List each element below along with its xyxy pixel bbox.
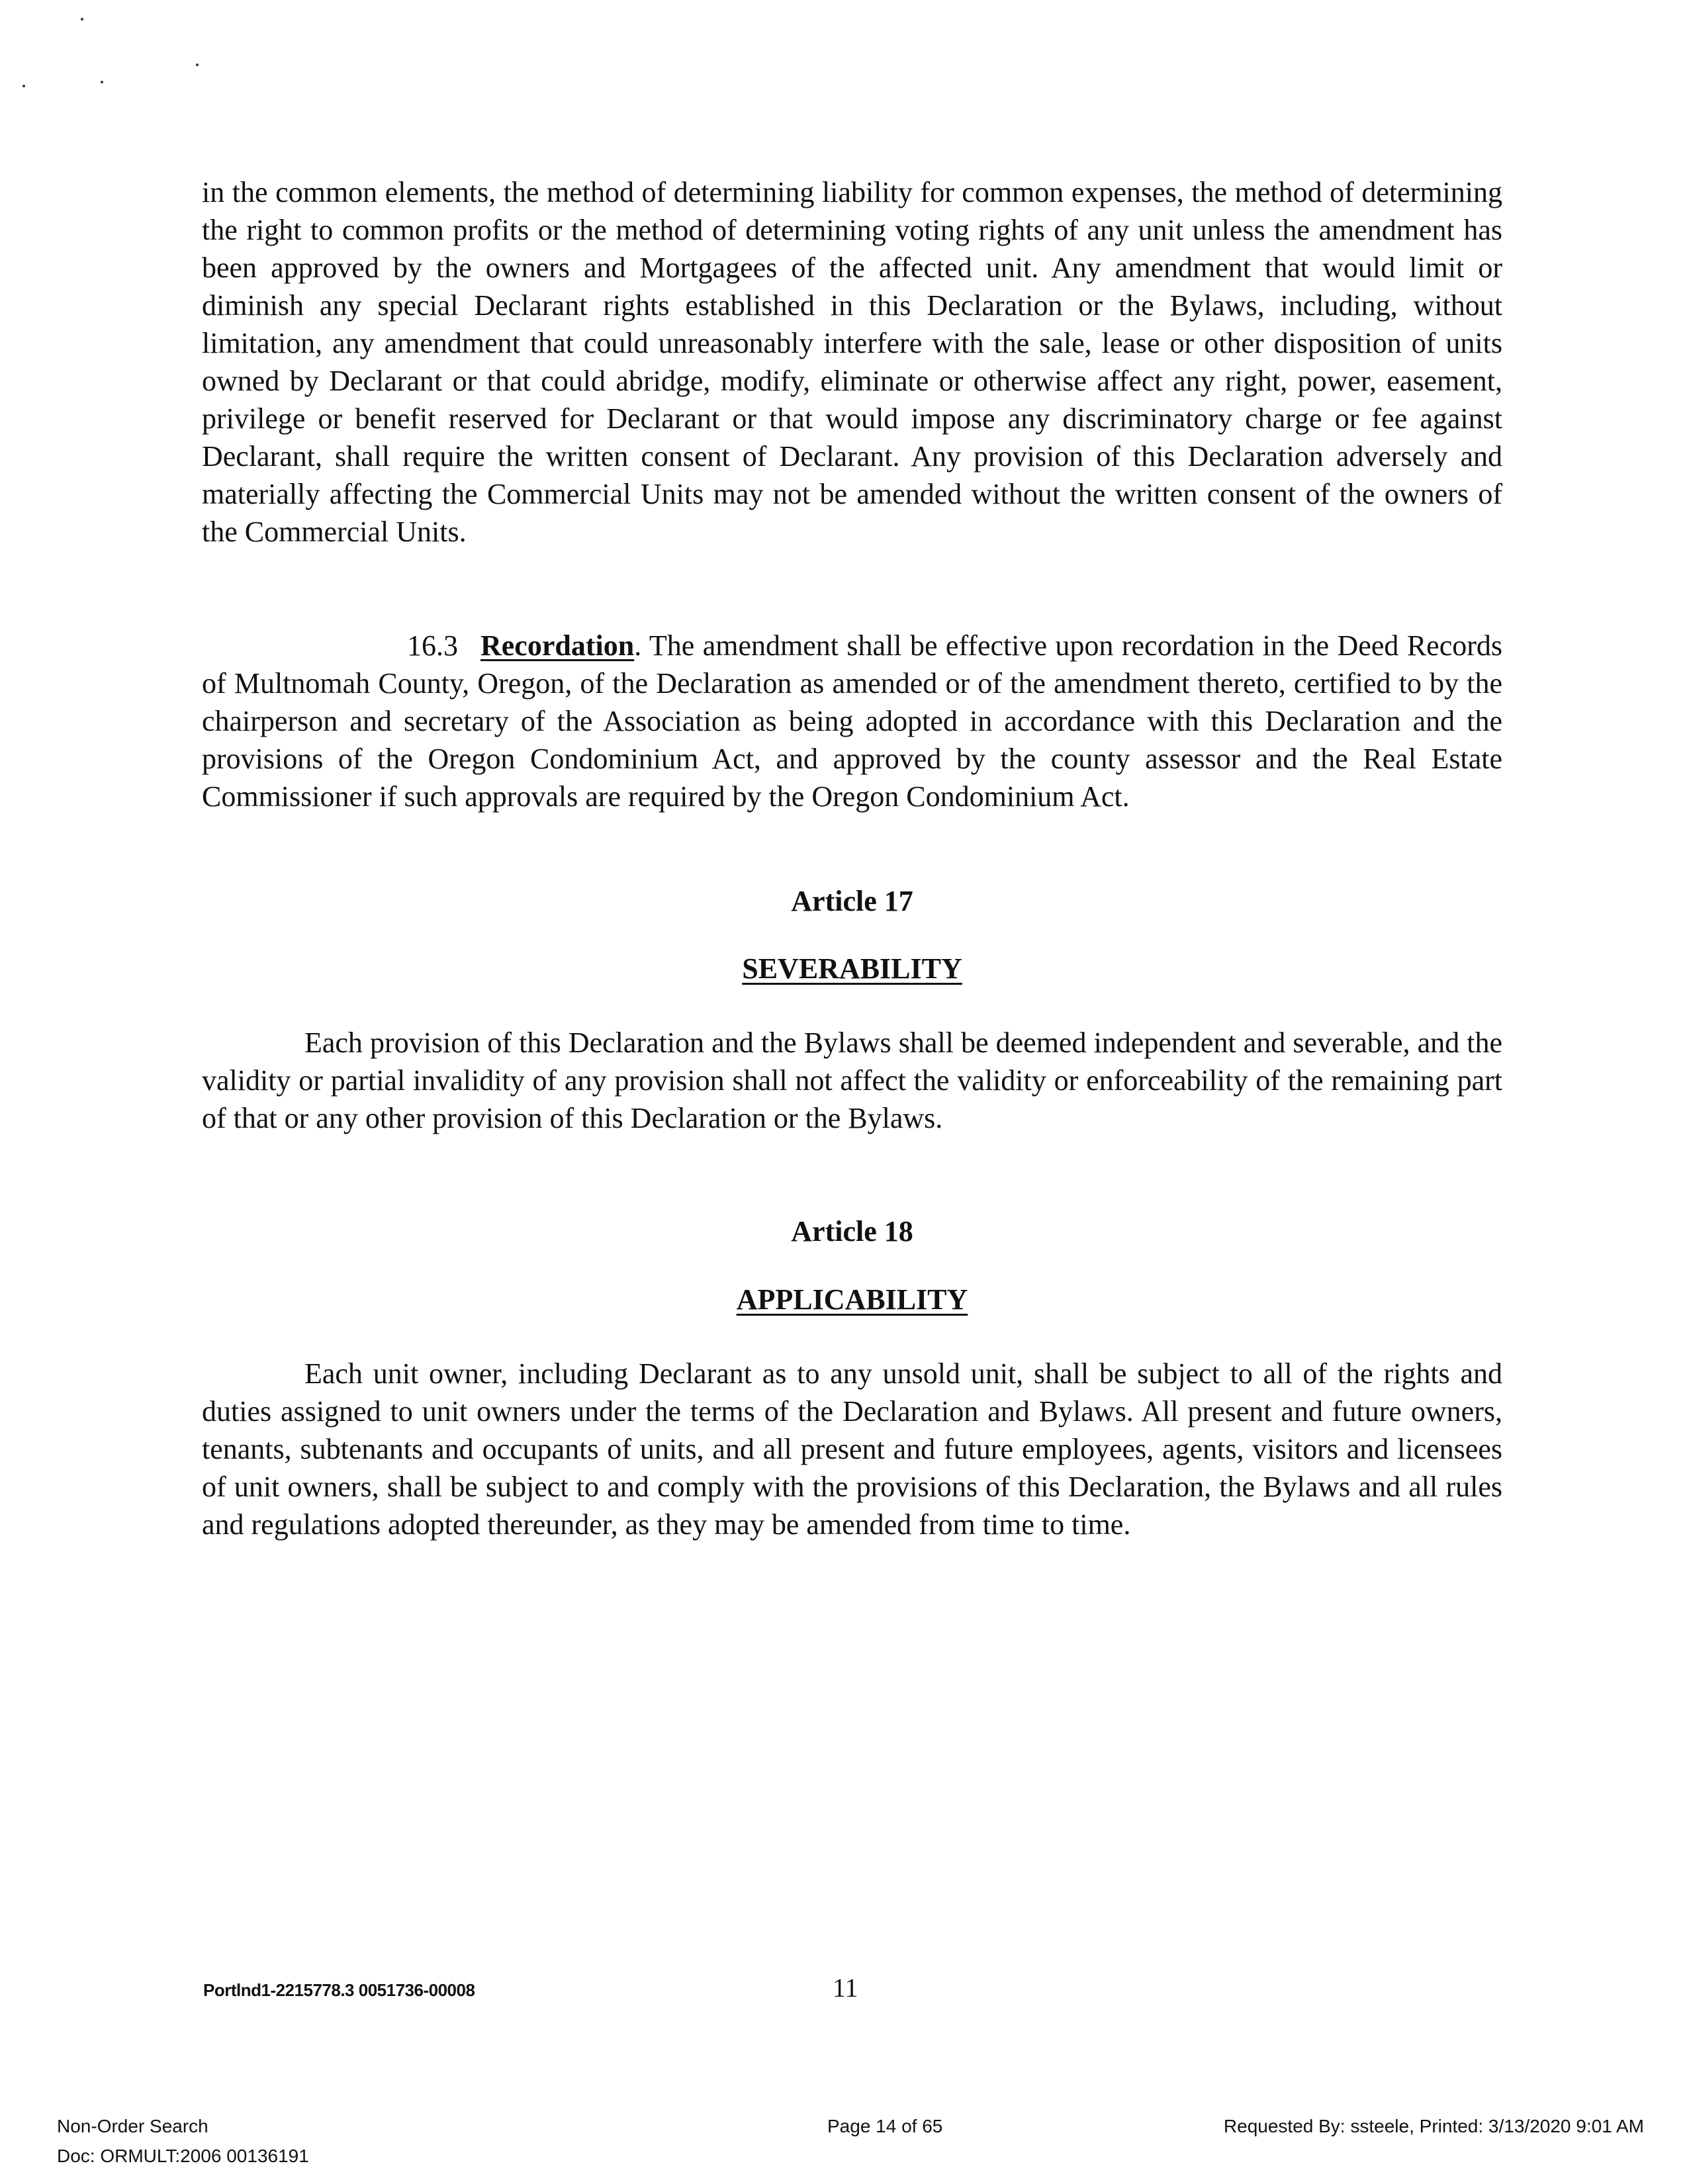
section-title: Recordation — [480, 629, 635, 662]
paragraph-text: in the common elements, the method of determining liability for common expenses, the method of determining the right to common profits or the method of determining voting rights of any unit unless the amendment has been approved by the owners and Mortgagees of the affected unit. Any amendment that would limit or diminish any special Declarant rights established in this Declaration or the Bylaws, including, without limitation, any amendment that could unreasonably interfere with the sale, lease or other disposition of units owned by Declarant or that could abridge, modify, eliminate or otherwise affect any right, power, easement, privilege or benefit reserved for Declarant or that would impose any discriminatory charge or fee against Declarant, shall require the written consent of Declarant. Any provision of this Declaration adversely and materially affecting the Commercial Units may not be amended without the written consent of the owners of the Commercial Units. — [202, 176, 1502, 548]
article-18-title: APPLICABILITY — [736, 1283, 968, 1316]
section-number: 16.3 — [407, 629, 458, 662]
document-id: Portlnd1-2215778.3 0051736-00008 — [203, 1980, 475, 2000]
article-17-title: SEVERABILITY — [742, 952, 962, 985]
paragraph-text: Each unit owner, including Declarant as to any unsold unit, shall be subject to all of the rights and duties assigned to unit owners under the terms of the Declaration and Bylaws. All present and future owners, tenants, subtenants and occupants of units, and all present and future employees, agents, visitors and licensees of unit owners, shall be subject to and comply with the provisions of this Declaration, the Bylaws and all rules and regulations adopted thereunder, as they may be amended from time to time. — [202, 1357, 1502, 1541]
page-number: 11 — [833, 1973, 858, 2003]
footer-search-type: Non-Order Search — [57, 2116, 208, 2136]
amendment-continuation-paragraph — [202, 173, 1502, 551]
article-17-body — [202, 1024, 1502, 1137]
section-text: . The amendment shall be effective upon recordation in the Deed Records of Multnomah County, Oregon, of the Declaration as amended or of the amendment thereto, certified to by the chairperson and secretary of the Association as being adopted in accordance with this Declaration and the provisions of the Oregon Condominium Act, and approved by the county assessor and the Real Estate Commissioner if such approvals are required by the Oregon Condominium Act. — [202, 629, 1502, 813]
section-16-3 — [202, 627, 1502, 815]
article-18-body — [202, 1355, 1502, 1543]
article-18-heading: Article 18 — [791, 1215, 913, 1248]
footer-doc-ref: Doc: ORMULT:2006 00136191 — [57, 2146, 309, 2166]
article-17-heading: Article 17 — [791, 885, 913, 917]
footer-page-of: Page 14 of 65 — [827, 2116, 943, 2136]
paragraph-text: Each provision of this Declaration and the Bylaws shall be deemed independent and severable, and the validity or partial invalidity of any provision shall not affect the validity or enforceability of the remaining part of that or any other provision of this Declaration or the Bylaws. — [202, 1026, 1502, 1134]
footer-requested-by: Requested By: ssteele, Printed: 3/13/2020 9:01 AM — [1223, 2116, 1644, 2136]
